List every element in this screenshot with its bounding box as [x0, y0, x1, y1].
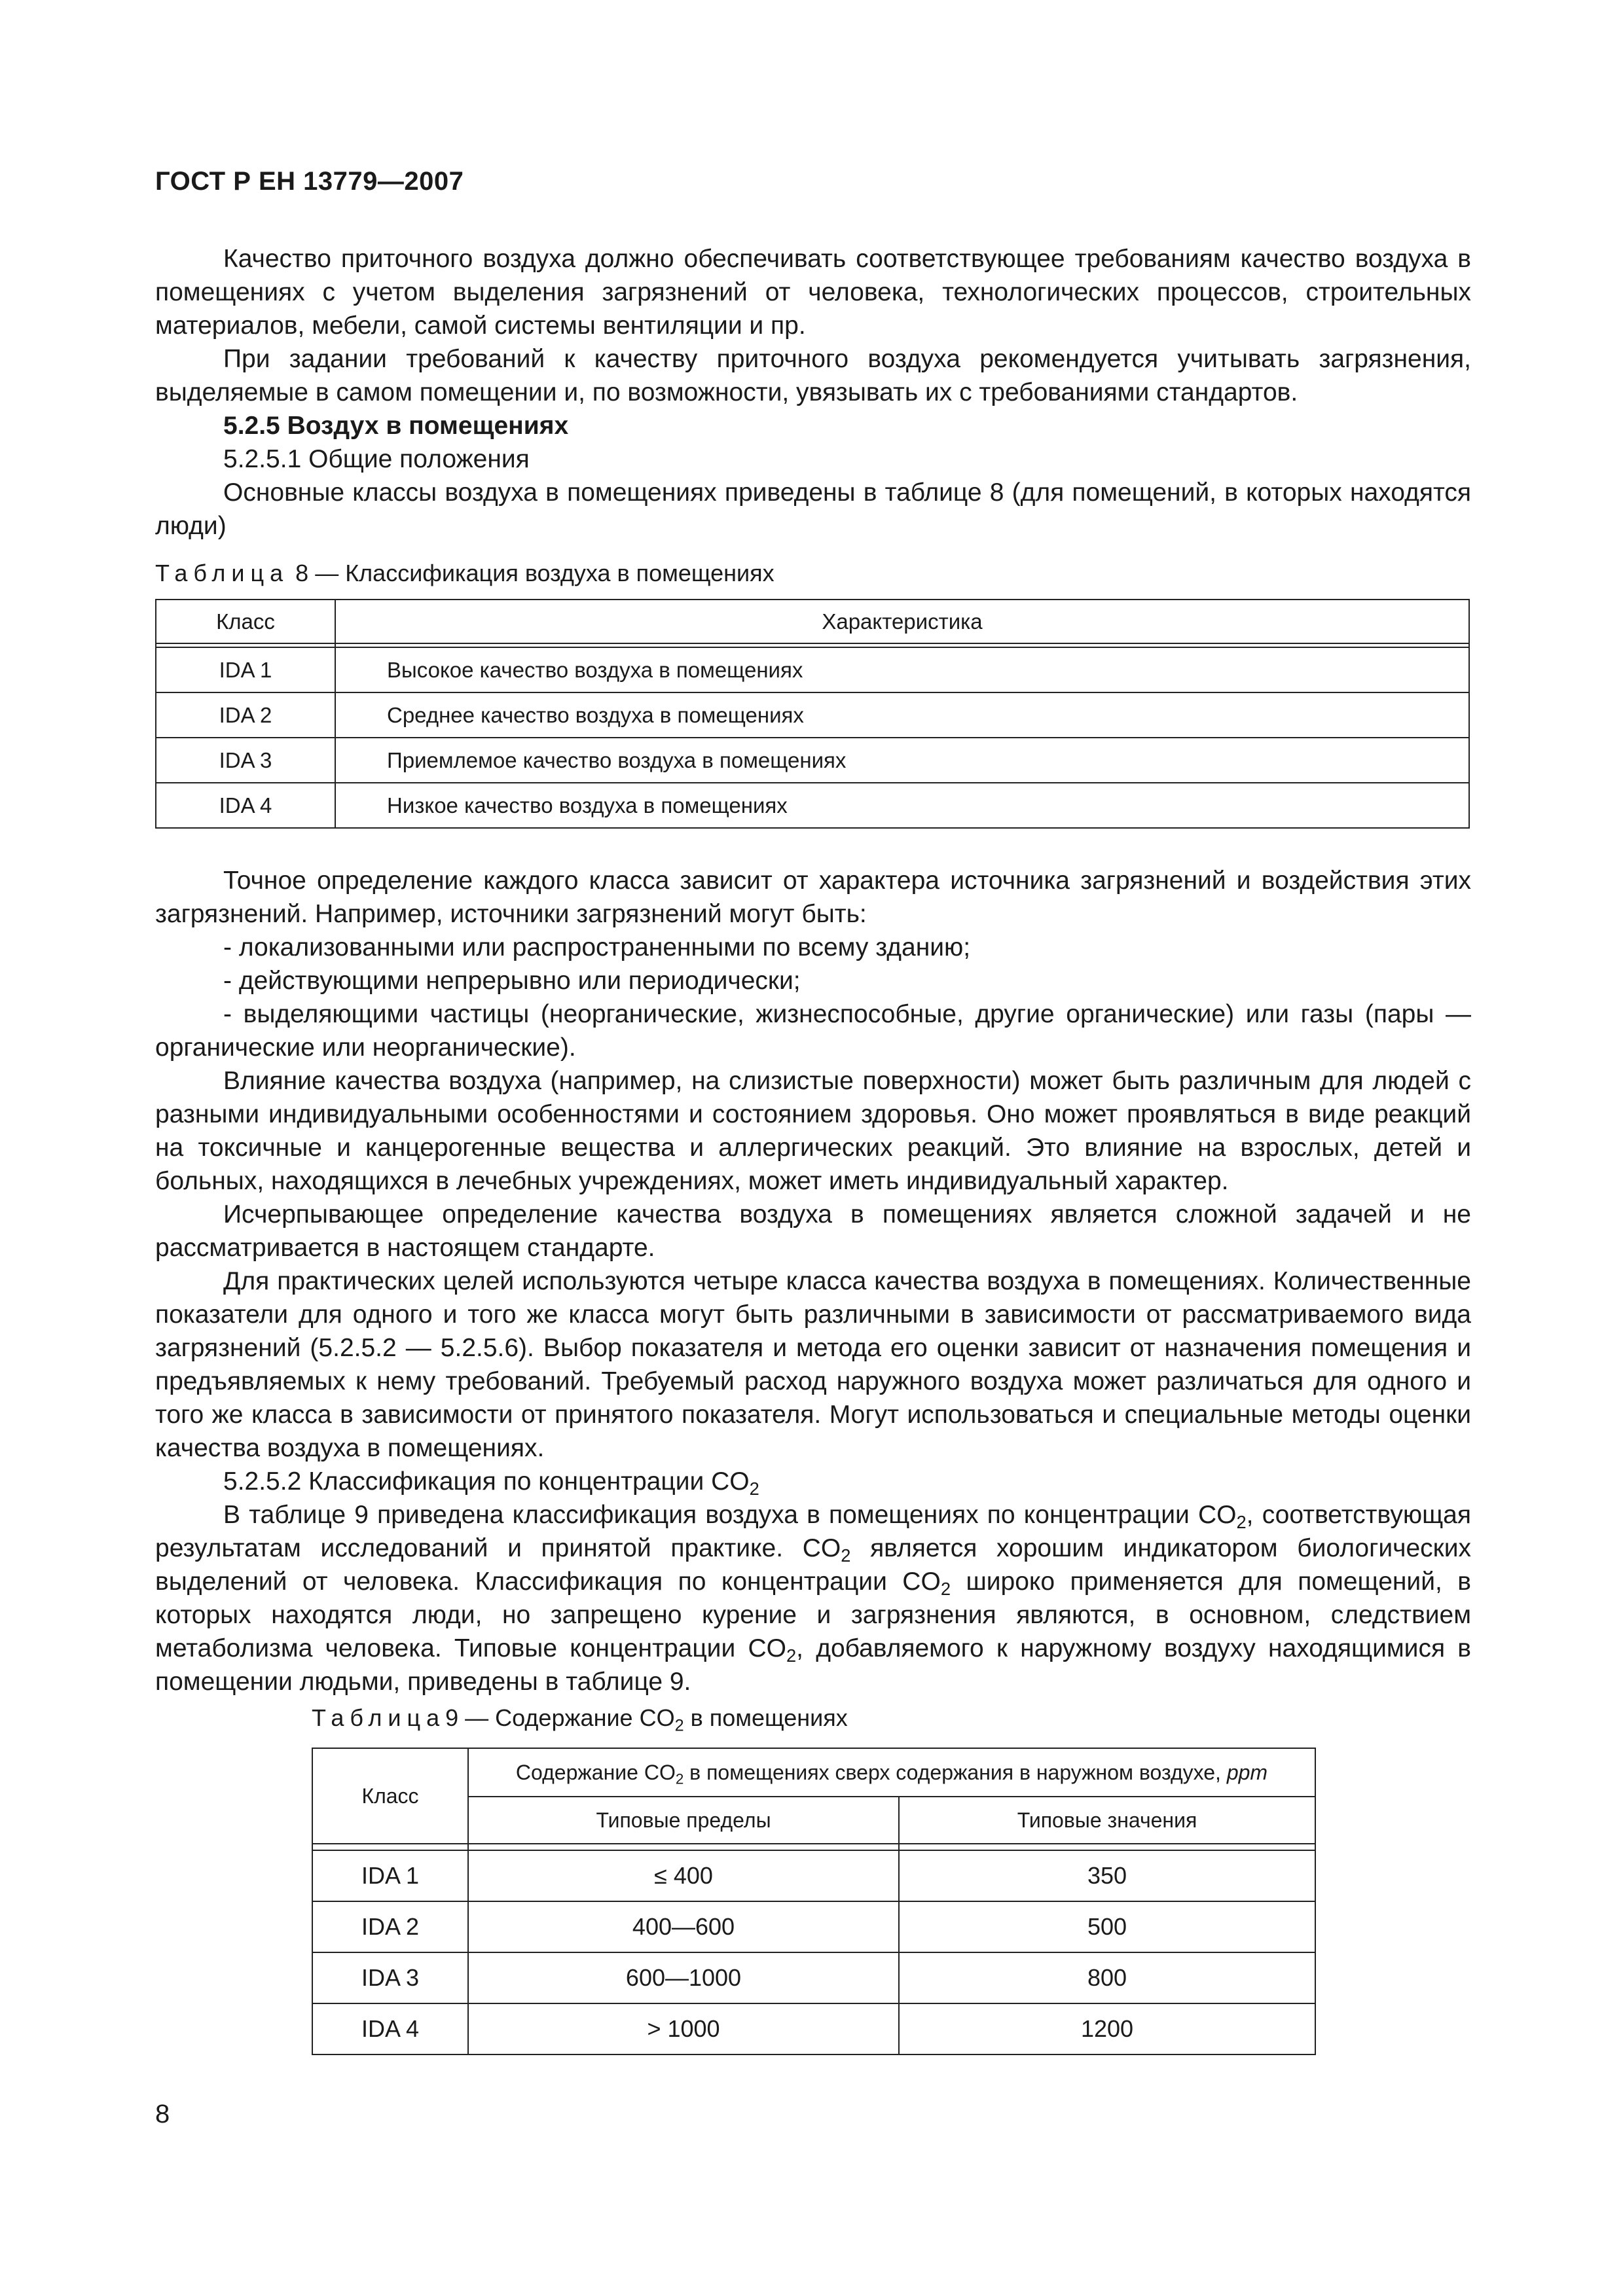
section-heading-5252-text: 5.2.5.2 Классификация по концентрации CO	[223, 1467, 750, 1496]
table-9	[312, 1748, 1316, 2055]
subscript-2: 2	[674, 1716, 684, 1735]
paragraph-practical: Для практических целей используются четыре класса качества воздуха в помещениях. Количественные показатели для одного и того же класса могут быть различными в зависимости от рассматриваемого вида загрязнений (5.2.5.2 — 5.2.5.6). Выбор показателя и метода его оценки зависит от назначения помещения и предъявляемых к нему требований. Требуемый расход наружного воздуха может различаться для одного и того же класса в зависимости от принятого показателя. Могут использоваться и специальные методы оценки качества воздуха в помещениях.	[155, 1267, 1471, 1462]
table9-caption	[312, 1704, 848, 1735]
table8-header-characteristic: Характеристика	[335, 600, 1469, 643]
table9-header-top-text: Содержание CO	[515, 1760, 676, 1784]
table-row	[312, 1952, 1315, 2003]
subscript-2: 2	[786, 1645, 797, 1666]
section-heading-5251: 5.2.5.1 Общие положения	[223, 445, 530, 473]
table8-cell-class: IDA 2	[156, 692, 335, 738]
table9-gap	[312, 1844, 468, 1850]
table8-caption	[155, 560, 775, 587]
table-row	[156, 692, 1469, 738]
table8-cell-class: IDA 1	[156, 647, 335, 692]
paragraph-influence: Влияние качества воздуха (например, на слизистые поверхности) может быть различным для людей с разными индивидуальными особенностями и состоянием здоровья. Оно может проявляться в виде реакций на токсичные и канцерогенные вещества и аллергических реакций. Это влияние на взрослых, детей и больных, находящихся в лечебных учреждениях, может иметь индивидуальный характер.	[155, 1067, 1471, 1195]
table9-cell-class: IDA 4	[312, 2003, 468, 2054]
table-row	[312, 1850, 1315, 1901]
paragraph-co2-part: широко применяется для помещений, в которых находятся люди, но запрещено курение и загрязнения являются, в основном, следствием метаболизма человека. Типовые концентрации CO	[155, 1568, 1471, 1662]
table-row	[156, 738, 1469, 783]
table9-header-values: Типовые значения	[899, 1797, 1315, 1844]
paragraph-co2-part: является хорошим индикатором биологических выделений от человека. Классификация по концентрации CO	[155, 1534, 1471, 1596]
paragraph-main-classes: Основные классы воздуха в помещениях приведены в таблице 8 (для помещений, в которых находятся люди)	[155, 478, 1471, 540]
subscript-2: 2	[940, 1579, 951, 1600]
subscript-2: 2	[841, 1545, 851, 1566]
list-item: - действующими непрерывно или периодически;	[223, 967, 801, 995]
section-heading-525: 5.2.5 Воздух в помещениях	[223, 412, 569, 440]
table8-cell-class: IDA 4	[156, 783, 335, 828]
paragraph-co2-part: , соответствующая результатам исследований и принятой практике. CO	[155, 1501, 1471, 1562]
table-row	[312, 1901, 1315, 1952]
paragraph-exhaustive: Исчерпывающее определение качества воздуха в помещениях является сложной задачей и не рассматривается в настоящем стандарте.	[155, 1200, 1471, 1262]
table9-cell-value: 350	[899, 1850, 1315, 1901]
list-item: - локализованными или распространенными по всему зданию;	[223, 933, 971, 961]
table9-caption-text: в помещениях	[684, 1704, 848, 1731]
table9-cell-value: 500	[899, 1901, 1315, 1952]
list-item: - выделяющими частицы (неорганические, жизнеспособные, другие органические) или газы (пары — органические или неорганические).	[155, 1000, 1471, 1062]
table8-cell-desc: Среднее качество воздуха в помещениях	[335, 692, 1469, 738]
table8-cell-class: IDA 3	[156, 738, 335, 783]
table9-cell-value: 800	[899, 1952, 1315, 2003]
table8-cell-desc: Низкое качество воздуха в помещениях	[335, 783, 1469, 828]
table-8	[155, 599, 1470, 829]
table9-header-class: Класс	[312, 1748, 468, 1844]
table9-cell-class: IDA 1	[312, 1850, 468, 1901]
table8-caption-text: 8 — Классификация воздуха в помещениях	[295, 560, 775, 586]
table9-header-limits: Типовые пределы	[468, 1797, 899, 1844]
paragraph-co2-part: , добавляемого к наружному воздуху находящимися в помещении людьми, приведены в таблице 9.	[155, 1634, 1472, 1696]
body-text-middle	[155, 864, 1471, 1698]
table-row	[312, 2003, 1315, 2054]
table8-cell-desc: Приемлемое качество воздуха в помещениях	[335, 738, 1469, 783]
paragraph-exact-definition: Точное определение каждого класса зависит от характера источника загрязнений и воздействия этих загрязнений. Например, источники загрязнений могут быть:	[155, 867, 1471, 928]
table8-header-class: Класс	[156, 600, 335, 643]
paragraph-supply-air-quality: Качество приточного воздуха должно обеспечивать соответствующее требованиям качество воздуха в помещениях с учетом выделения загрязнений от человека, технологических процессов, строительных материалов, мебели, самой системы вентиляции и пр.	[155, 245, 1471, 340]
page-number: 8	[155, 2100, 170, 2128]
table9-cell-class: IDA 2	[312, 1901, 468, 1952]
paragraph-co2-part: В таблице 9 приведена классификация воздуха в помещениях по концентрации CO	[223, 1501, 1237, 1529]
table9-caption-word: Таблица	[312, 1704, 446, 1731]
body-text-top	[155, 242, 1471, 543]
subscript-2: 2	[749, 1479, 759, 1499]
subscript-2: 2	[675, 1770, 684, 1787]
table9-cell-class: IDA 3	[312, 1952, 468, 2003]
table9-gap	[468, 1844, 899, 1850]
table-row	[156, 647, 1469, 692]
paragraph-co2	[155, 1498, 1471, 1698]
table9-cell-limits: > 1000	[468, 2003, 899, 2054]
table9-header-top-text: в помещениях сверх содержания в наружном воздухе,	[684, 1760, 1227, 1784]
subscript-2: 2	[1236, 1512, 1247, 1533]
table8-cell-desc: Высокое качество воздуха в помещениях	[335, 647, 1469, 692]
document-header: ГОСТ Р ЕН 13779—2007	[155, 167, 464, 196]
table9-caption-text: 9 — Содержание CO	[445, 1704, 675, 1731]
table9-gap	[899, 1844, 1315, 1850]
table9-cell-limits: 600—1000	[468, 1952, 899, 2003]
table-row	[156, 783, 1469, 828]
table8-caption-word: Таблица	[155, 560, 289, 586]
table9-cell-limits: 400—600	[468, 1901, 899, 1952]
table9-cell-value: 1200	[899, 2003, 1315, 2054]
table9-cell-limits: ≤ 400	[468, 1850, 899, 1901]
section-heading-5252	[155, 1465, 1471, 1498]
table9-header-unit: ppm	[1226, 1760, 1268, 1784]
paragraph-requirements: При задании требований к качеству приточного воздуха рекомендуется учитывать загрязнения, выделяемые в самом помещении и, по возможности, увязывать их с требованиями стандартов.	[155, 345, 1471, 406]
table9-header-top	[468, 1748, 1315, 1797]
